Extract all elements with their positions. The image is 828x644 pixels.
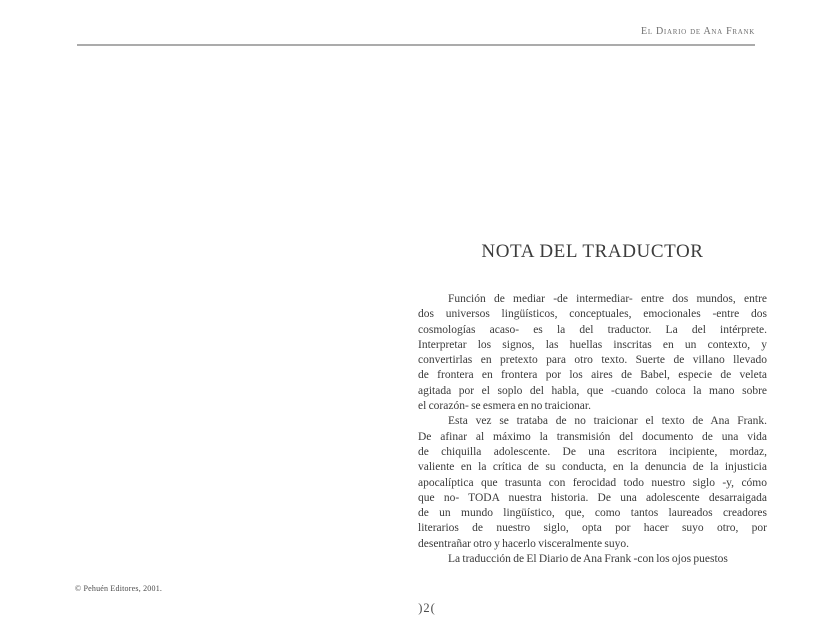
copyright-notice: © Pehuén Editores, 2001. [75,584,163,593]
text-line: Interpretar los signos, las huellas inscritas en un contexto, y [418,338,767,351]
body-text [418,292,767,567]
text-line: Función de mediar -de intermediar- entre dos mundos, entre [448,293,767,305]
text-line: convertirlas en pretexto para otro texto. Suerte de villano llevado [418,354,767,367]
paragraph [418,414,767,552]
text-line: dos universos lingüísticos, conceptuales, emocionales -entre dos [418,308,767,321]
paragraph [418,292,767,414]
text-line: Esta vez se trataba de no traicionar el texto de Ana Frank. [448,415,767,428]
text-line: valiente en la crítica de su conducta, en la denuncia de la injusticia [418,461,767,474]
text-line: La traducción de El Diario de Ana Frank -con los ojos puestos [448,553,728,566]
text-line: de chiquilla adolescente. De una escritora incipiente, mordaz, [418,445,767,458]
page-number: )2( [418,601,436,615]
chapter-title: NOTA DEL TRADUCTOR [481,241,704,262]
text-line: De afinar al máximo la transmisión del documento de una vida [418,430,767,443]
running-header-title: El Diario de Ana Frank [641,26,755,37]
text-line: el corazón- se esmera en no traicionar. [418,400,591,413]
text-line: apocalíptica que trasunta con ferocidad todo nuestro siglo -y, cómo [418,476,767,489]
text-line: de un mundo lingüístico, que, como tantos laureados creadores [418,507,767,520]
text-line: literarios de nuestro siglo, opta por hacer suyo otro, por [418,522,767,535]
text-line: que no- TODA nuestra historia. De una adolescente desarraigada [418,491,767,504]
paragraph [418,552,767,567]
header-rule [77,44,755,46]
text-line: agitada por el soplo del habla, que -cuando coloca la mano sobre [418,384,767,397]
text-line: cosmologías acaso- es la del traductor. La del intérprete. [418,323,767,336]
text-line: desentrañar otro y hacerlo visceralmente suyo. [418,537,629,550]
text-line: de frontera en frontera por los aires de Babel, especie de veleta [418,369,767,382]
